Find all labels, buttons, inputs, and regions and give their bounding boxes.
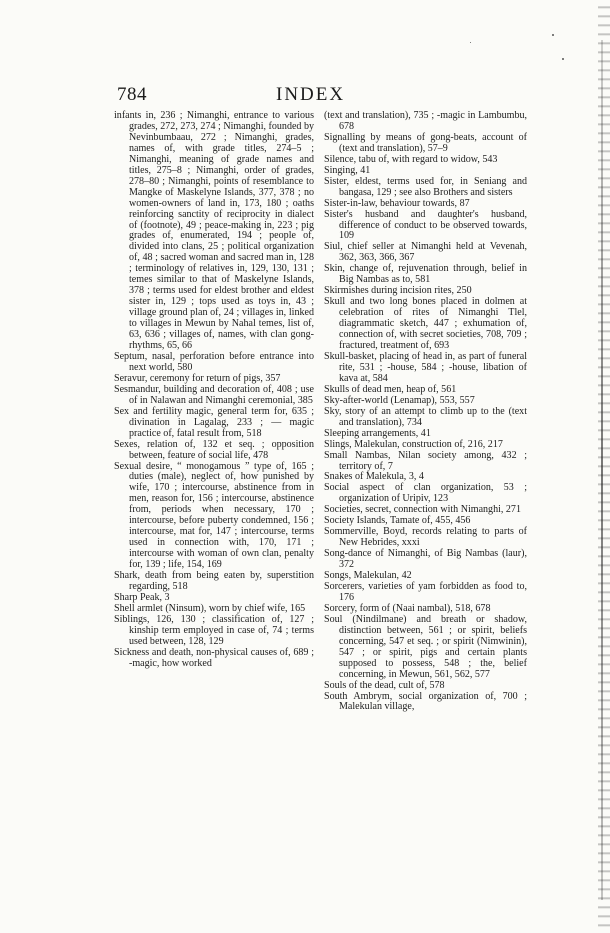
page-number: 784 (117, 84, 147, 105)
index-entry: Snakes of Malekula, 3, 4 (324, 471, 424, 483)
index-entry: Skirmishes during incision rites, 250 (324, 285, 472, 297)
index-entry: Siul, chief seller at Nimanghi held at Vevenah, 362, 363, 366, 367 (324, 241, 527, 264)
scan-speck (552, 34, 554, 36)
index-entry: Sorcerers, varieties of yam forbidden as food to, 176 (324, 580, 527, 603)
index-entry: Skull-basket, placing of head in, as part of funeral rite, 531 ; -house, 584 ; -house, libation of kava at, 584 (324, 350, 527, 384)
index-entry: Seravur, ceremony for return of pigs, 357 (114, 372, 281, 384)
index-entry: Sharp Peak, 3 (114, 591, 170, 603)
scan-speck (470, 42, 471, 43)
index-entry: Sister, eldest, terms used for, in Seniang and bangasa, 129 ; see also Brothers and sisters (324, 175, 527, 198)
index-entry: Sesmandur, building and decoration of, 408 ; use of in Nalawan and Nimanghi ceremonial, 385 (114, 383, 314, 406)
index-entry: Sex and fertility magic, general term for, 635 ; divination in Lagalag, 233 ; — magic practice of, fatal result from, 518 (114, 405, 314, 439)
index-entry: Souls of the dead, cult of, 578 (324, 679, 445, 691)
index-entry: Sickness and death, non-physical causes of, 689 ; -magic, how worked (114, 646, 314, 669)
scan-speck (562, 58, 564, 60)
index-entry: (text and translation), 735 ; -magic in Lambumbu, 678 (324, 110, 527, 132)
index-entry: Singing, 41 (324, 164, 371, 176)
index-entry: South Ambrym, social organization of, 700 ; Malekulan village, (324, 690, 527, 713)
index-column-left (114, 111, 314, 670)
index-entry: Signalling by means of gong-beats, account of (text and translation), 57–9 (324, 131, 527, 154)
index-entry: Silence, tabu of, with regard to widow, 543 (324, 153, 498, 165)
index-entry: Skulls of dead men, heap of, 561 (324, 383, 457, 395)
index-entry: Songs, Malekulan, 42 (324, 570, 412, 582)
index-entry: Siblings, 126, 130 ; classification of, 127 ; kinship term employed in case of, 74 ; terms used between, 128, 129 (114, 613, 314, 647)
index-entry: Septum, nasal, perforation before entrance into next world, 580 (114, 350, 314, 373)
index-entry: Slings, Malekulan, construction of, 216, 217 (324, 438, 503, 450)
index-entry: Societies, secret, connection with Nimanghi, 271 (324, 504, 521, 516)
index-entry: Social aspect of clan organization, 53 ; organization of Uripiv, 123 (324, 482, 527, 505)
index-entry: Soul (Nindilmane) and breath or shadow, distinction between, 561 ; or spirit, beliefs concerning, 547 et seq. ; or spirit (Nimwinin), 547 ; or spirit, pigs and certain plants supposed to possess, 548 ; the, belief concerning, in Mewun, 561, 562, 577 (324, 613, 527, 680)
index-entry: Sky, story of an attempt to climb up to the (text and translation), 734 (324, 405, 527, 428)
index-entry: Sister's husband and daughter's husband, difference of conduct to be observed towards, 109 (324, 208, 527, 242)
index-entry: Sleeping arrangements, 41 (324, 427, 431, 439)
index-entry: Sommerville, Boyd, records relating to parts of New Hebrides, xxxi (324, 526, 527, 549)
index-entry: Small Nambas, Nilan society among, 432 ; territory of, 7 (324, 449, 527, 472)
page-edge-line (601, 40, 603, 900)
page-title: INDEX (276, 84, 346, 105)
page-header (0, 84, 610, 110)
index-entry: Sky-after-world (Lenamap), 553, 557 (324, 394, 475, 406)
index-entry: Society Islands, Tamate of, 455, 456 (324, 515, 471, 527)
index-entry: Skull and two long bones placed in dolmen at celebration of rites of Nimanghi Tlel, diagrammatic sketch, 447 ; exhumation of, connection of, with secret societies, 708, 709 ; fractured, treatment of, 693 (324, 296, 527, 352)
index-column-right (324, 111, 527, 713)
index-entry: Sexes, relation of, 132 et seq. ; opposition between, feature of social life, 478 (114, 438, 314, 461)
index-entry: Shell armlet (Ninsum), worn by chief wife, 165 (114, 602, 306, 614)
index-entry: Sexual desire, “ monogamous ” type of, 165 ; duties (male), neglect of, how punished by wife, 170 ; intercourse, abstinence from in men, reason for, 156 ; intercourse, abstinence from, periods when necessary, 170 ; intercourse, before puberty condemned, 156 ; intercourse, mat for, 147 ; intercourse, terms used in connection with, 170, 171 ; intercourse with woman of own clan, penalty for, 139 ; life, 154, 169 (114, 460, 314, 571)
index-entry: Sorcery, form of (Naai nambal), 518, 678 (324, 602, 491, 614)
index-entry: Shark, death from being eaten by, superstition regarding, 518 (114, 570, 314, 592)
index-entry: infants in, 236 ; Nimanghi, entrance to various grades, 272, 273, 274 ; Nimanghi, founded by Nevinbumbaau, 272 ; Nimanghi, grades, names of, with grade titles, 274–5 ; Nimanghi, meaning of grade names and titles, 275–8 ; Nimanghi, order of grades, 278–80 ; Nimanghi, points of resemblance to Mangke of Maskelyne Islands, 377, 378 ; no women-owners of land in, 173, 180 ; oaths reinforcing sanctity of reciprocity in dialect of (footnote), 49 ; peace-making in, 223 ; pig grades of, enumerated, 194 ; people of, divided into clans, 25 ; political organization of, 48 ; sacred woman and sacred man in, 128 ; terminology of relatives in, 129, 130, 131 ; temes similar to that of Maskelyne Islands, 378 ; terms used for eldest brother and eldest sister in, 129 ; tops used as toys in, 43 ; village ground plan of, 24 ; villages in, linked to villages in Mewun by Nahal temes, list of, 63, 636 ; villages of, names, with clan gong-rhythms, 65, 66 (114, 110, 315, 352)
index-entry: Skin, change of, rejuvenation through, belief in Big Nambas as to, 581 (324, 263, 527, 286)
index-entry: Song-dance of Nimanghi, of Big Nambas (laur), 372 (324, 548, 527, 571)
page-edge-shadow (598, 0, 610, 933)
index-entry: Sister-in-law, behaviour towards, 87 (324, 197, 470, 209)
